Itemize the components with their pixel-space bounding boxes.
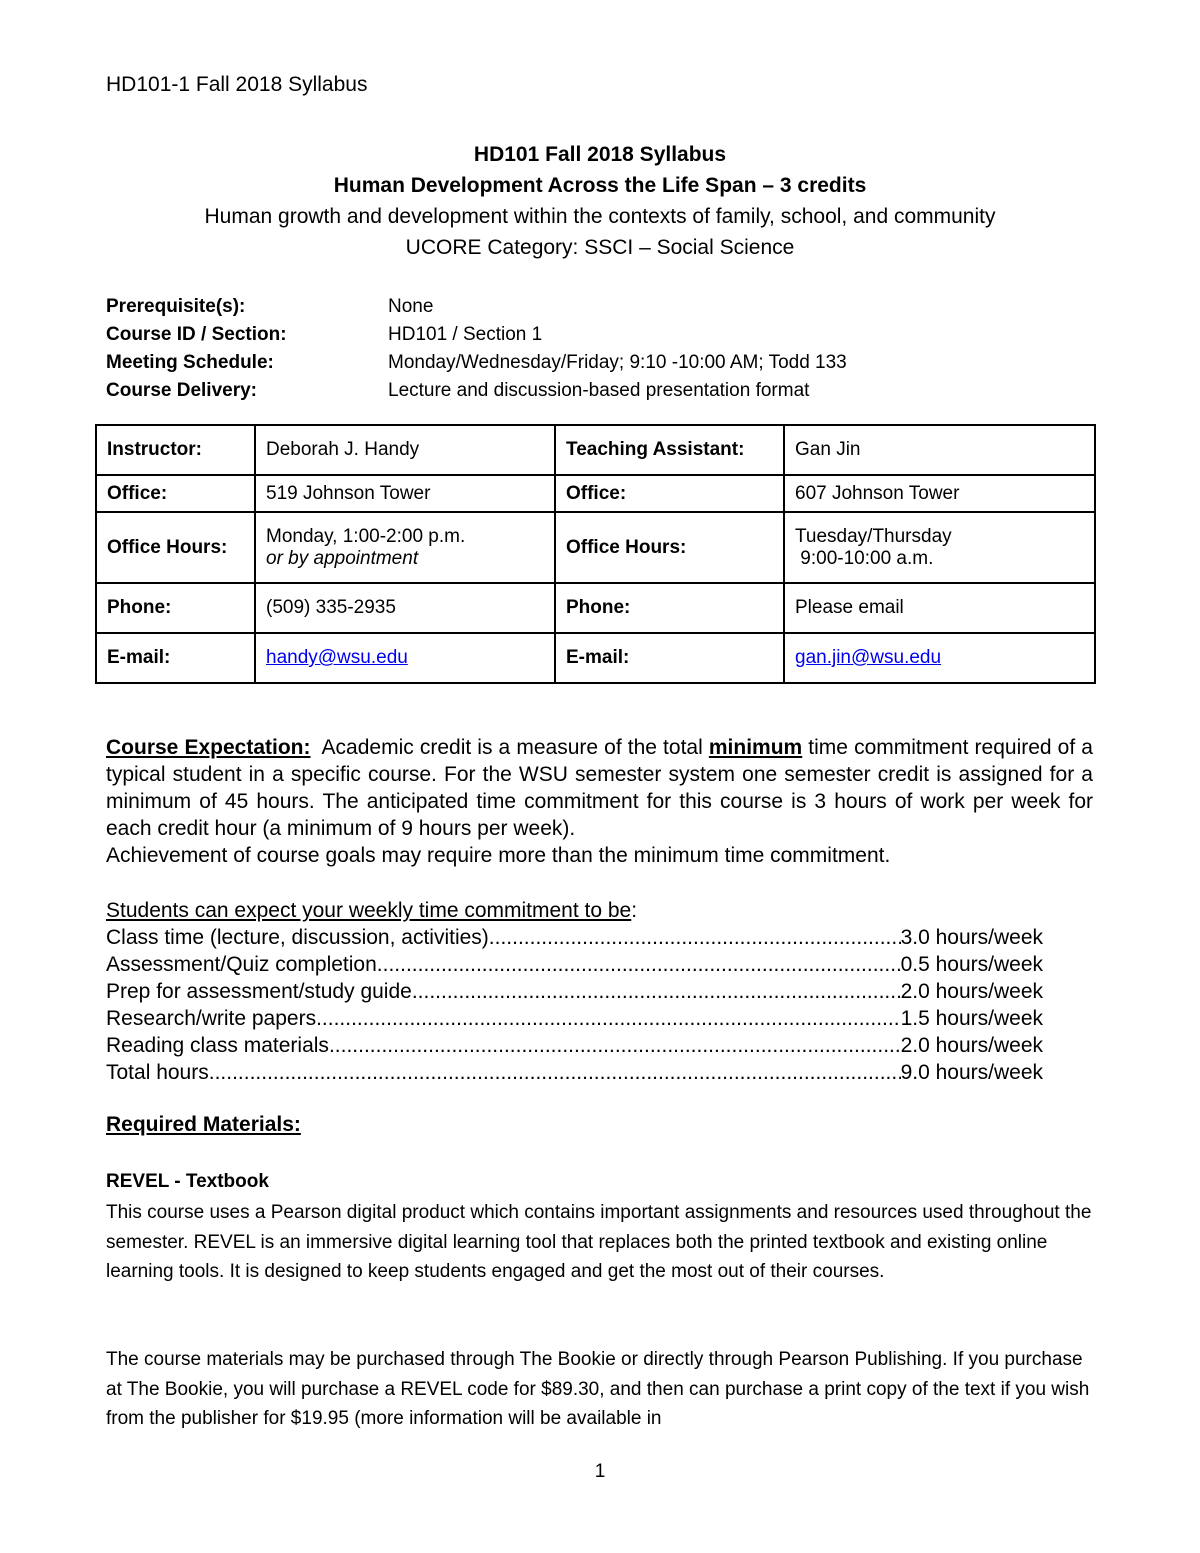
instructor-office: 519 Johnson Tower <box>255 475 555 512</box>
time-hours: 2.0 hours/week <box>900 980 1043 1003</box>
ta-phone: Please email <box>784 583 1095 633</box>
course-description: Human growth and development within the contexts of family, school, and community <box>204 205 996 228</box>
instructor-label: Instructor: <box>96 425 255 475</box>
leader-dots <box>489 924 901 951</box>
table-row <box>96 633 1095 683</box>
list-item <box>106 951 1043 978</box>
time-hours: 9.0 hours/week <box>900 1061 1043 1084</box>
ta-hours-line: Tuesday/Thursday <box>795 525 952 547</box>
syllabus-title: HD101 Fall 2018 Syllabus <box>473 143 727 166</box>
list-item <box>106 978 1043 1005</box>
email-label: E-mail: <box>555 633 784 683</box>
info-label: Course Delivery: <box>106 380 258 401</box>
weekly-intro-text: Students can expect your weekly time commitment to be <box>106 899 632 922</box>
contact-table <box>95 424 1096 684</box>
office-hours-label: Office Hours: <box>555 512 784 583</box>
instructor-email-link[interactable]: handy@wsu.edu <box>266 647 408 668</box>
info-label: Prerequisite(s): <box>106 296 246 317</box>
time-item: Prep for assessment/study guide <box>106 980 412 1003</box>
ta-office: 607 Johnson Tower <box>784 475 1095 512</box>
leader-dots <box>316 1005 900 1032</box>
course-expectation-paragraph <box>106 734 1093 869</box>
revel-textbook-heading: REVEL - Textbook <box>106 1171 269 1192</box>
time-item: Total hours <box>106 1061 209 1084</box>
time-item: Reading class materials <box>106 1034 329 1057</box>
expectation-emphasis: minimum <box>708 736 803 759</box>
info-label: Course ID / Section: <box>106 324 287 345</box>
weekly-intro-colon: : <box>631 899 638 922</box>
time-hours: 0.5 hours/week <box>900 953 1043 976</box>
leader-dots <box>377 951 901 978</box>
info-value: Monday/Wednesday/Friday; 9:10 -10:00 AM; Todd 133 <box>388 352 847 373</box>
time-item: Assessment/Quiz completion <box>106 953 377 976</box>
ta-office-hours <box>784 512 1095 583</box>
required-materials-heading: Required Materials: <box>106 1113 301 1136</box>
leader-dots <box>412 978 901 1005</box>
list-item <box>106 1059 1043 1086</box>
table-row <box>96 425 1095 475</box>
list-item <box>106 924 1043 951</box>
expectation-closing: Achievement of course goals may require more than the minimum time commitment. <box>106 844 891 867</box>
table-row <box>96 475 1095 512</box>
table-row <box>96 583 1095 633</box>
time-hours: 3.0 hours/week <box>900 926 1043 949</box>
running-header: HD101-1 Fall 2018 Syllabus <box>106 73 368 96</box>
weekly-time-commitment <box>106 897 1043 1086</box>
info-value: Lecture and discussion-based presentation format <box>388 380 810 401</box>
instructor-phone: (509) 335-2935 <box>255 583 555 633</box>
time-item: Class time (lecture, discussion, activities) <box>106 926 489 949</box>
info-value: None <box>388 296 434 317</box>
ta-hours-time: 9:00-10:00 a.m. <box>795 547 934 569</box>
instructor-office-hours <box>255 512 555 583</box>
phone-label: Phone: <box>555 583 784 633</box>
time-hours: 2.0 hours/week <box>900 1034 1043 1057</box>
instructor-email-cell <box>255 633 555 683</box>
instructor-hours-note: or by appointment <box>266 547 419 569</box>
ta-email-link[interactable]: gan.jin@wsu.edu <box>795 647 942 668</box>
expectation-text: Academic credit is a measure of the total <box>310 736 709 759</box>
table-row <box>96 512 1095 583</box>
office-label: Office: <box>555 475 784 512</box>
instructor-name: Deborah J. Handy <box>255 425 555 475</box>
info-value: HD101 / Section 1 <box>388 324 543 345</box>
expectation-text: time commitment required of a typical student in a specific course. For the WSU semester system one semester credit is assigned for a minimum of 45 hours. The anticipated time commitment for this course is 3 hours of work per week for each credit hour (a minimum of 9 hours per week). <box>106 736 1093 840</box>
ta-email-cell <box>784 633 1095 683</box>
ucore-category: UCORE Category: SSCI – Social Science <box>405 236 795 259</box>
time-item: Research/write papers <box>106 1007 317 1030</box>
purchase-info: The course materials may be purchased through The Bookie or directly through Pearson Publishing. If you purchase at The Bookie, you will purchase a REVEL code for $89.30, and then can purchase a print copy of the text if you wish from the publisher for $19.95 (more information will be available in <box>106 1349 1090 1429</box>
list-item <box>106 1005 1043 1032</box>
list-item <box>106 1032 1043 1059</box>
ta-label: Teaching Assistant: <box>555 425 784 475</box>
course-name: Human Development Across the Life Span – 3 credits <box>333 174 867 197</box>
time-hours: 1.5 hours/week <box>900 1007 1043 1030</box>
ta-name: Gan Jin <box>784 425 1095 475</box>
office-hours-label: Office Hours: <box>96 512 255 583</box>
revel-description: This course uses a Pearson digital product which contains important assignments and resources used throughout the semester. REVEL is an immersive digital learning tool that replaces both the printed textbook and existing online learning tools. It is designed to keep students engaged and get the most out of their courses. <box>106 1202 1092 1282</box>
course-expectation-heading: Course Expectation: <box>106 736 311 759</box>
leader-dots <box>329 1032 901 1059</box>
page-number: 1 <box>594 1461 606 1482</box>
leader-dots <box>209 1059 901 1086</box>
info-label: Meeting Schedule: <box>106 352 274 373</box>
phone-label: Phone: <box>96 583 255 633</box>
weekly-intro <box>106 897 1043 924</box>
office-label: Office: <box>96 475 255 512</box>
email-label: E-mail: <box>96 633 255 683</box>
instructor-hours-line: Monday, 1:00-2:00 p.m. <box>266 525 466 547</box>
